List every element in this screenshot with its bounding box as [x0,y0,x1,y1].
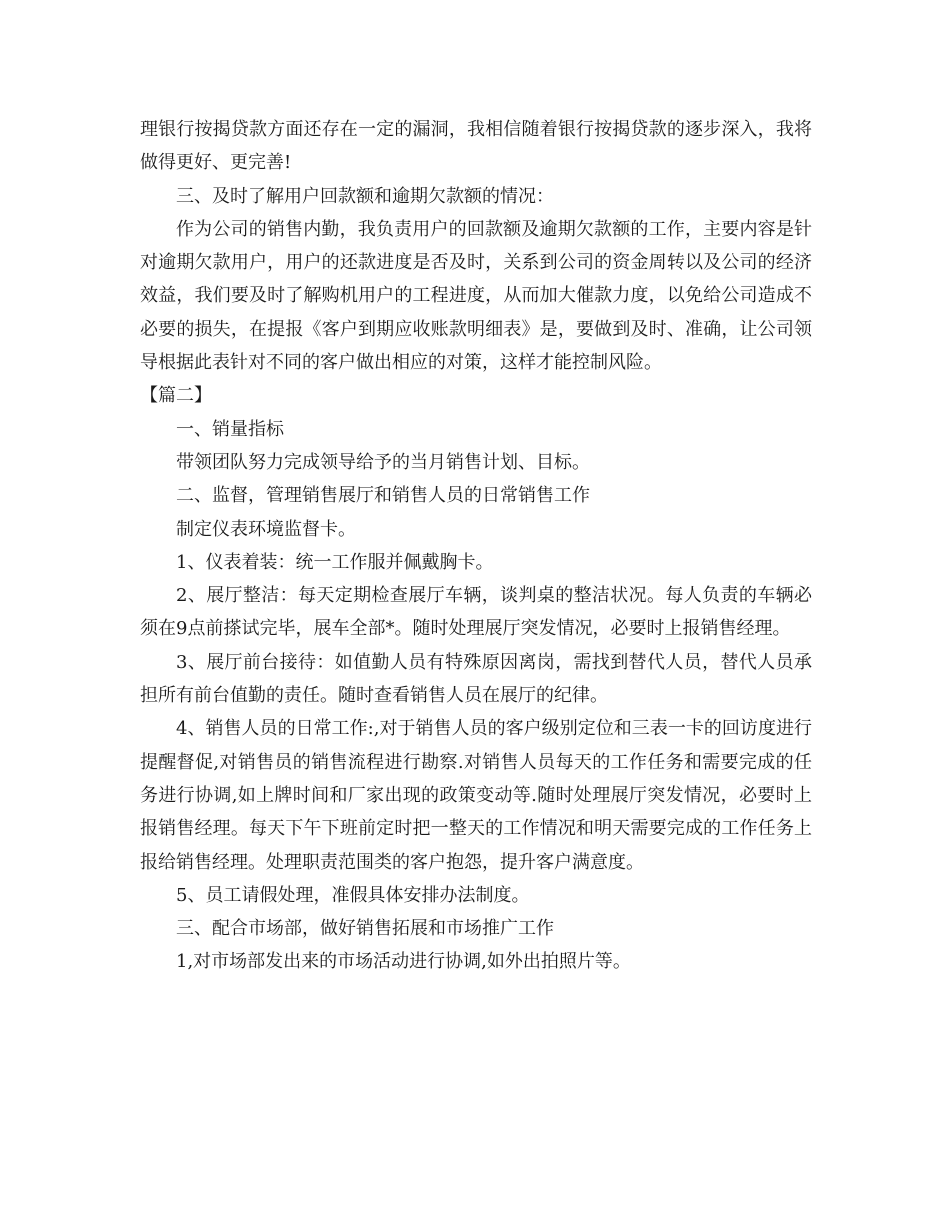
paragraph-receivables: 作为公司的销售内勤，我负责用户的回款额及逾期欠款额的工作，主要内容是针对逾期欠款用户，用户的还款进度是否及时，关系到公司的资金周转以及公司的经济效益，我们要及时了解购机用户的工程进度，从而加大催款力度，以免给公司造成不必要的损失，在提报《客户到期应收账款明细表》是，要做到及时、准确，让公司领导根据此表针对不同的客户做出相应的对策，这样才能控制风险。 [140,218,812,374]
list-item-reception: 3、展厅前台接待：如值勤人员有特殊原因离岗，需找到替代人员，替代人员承担所有前台值勤的责任。随时查看销售人员在展厅的纪律。 [140,651,812,707]
list-item-market-activity: 1,对市场部发出来的市场活动进行协调,如外出拍照片等。 [176,951,631,973]
paragraph-inspection-card: 制定仪表环境监督卡。 [176,518,356,540]
paragraph-continued: 理银行按揭贷款方面还存在一定的漏洞，我相信随着银行按揭贷款的逐步深入，我将做得更好、更完善! [140,119,812,174]
section-heading-three: 三、及时了解用户回款额和逾期欠款额的情况： [176,185,554,207]
document-body [140,113,812,979]
list-item-dress: 1、仪表着装：统一工作服并佩戴胸卡。 [176,551,494,573]
list-item-leave: 5、员工请假处理，准假具体安排办法制度。 [176,884,530,906]
paragraph-team-goal: 带领团队努力完成领导给予的当月销售计划、目标。 [176,451,590,473]
section-heading-sales-target: 一、销量指标 [176,418,284,440]
list-item-daily-work: 4、销售人员的日常工作:,对于销售人员的客户级别定位和三表一卡的回访度进行提醒督促,对销售员的销售流程进行勘察.对销售人员每天的工作任务和需要完成的任务进行协调,如上牌时间和厂家出现的政策变动等.随时处理展厅突发情况，必要时上报销售经理。每天下午下班前定时把一整天的工作情况和明天需要完成的工作任务上报给销售经理。处理职责范围类的客户抱怨，提升客户满意度。 [140,718,812,873]
section-heading-marketing: 三、配合市场部，做好销售拓展和市场推广工作 [176,918,554,940]
list-item-showroom-clean: 2、展厅整洁：每天定期检查展厅车辆，谈判桌的整洁状况。每人负责的车辆必须在9点前搽试完毕，展车全部*。随时处理展厅突发情况，必要时上报销售经理。 [140,585,812,640]
part-two-heading: 【篇二】 [140,385,212,407]
section-heading-supervision: 二、监督，管理销售展厅和销售人员的日常销售工作 [176,485,590,507]
